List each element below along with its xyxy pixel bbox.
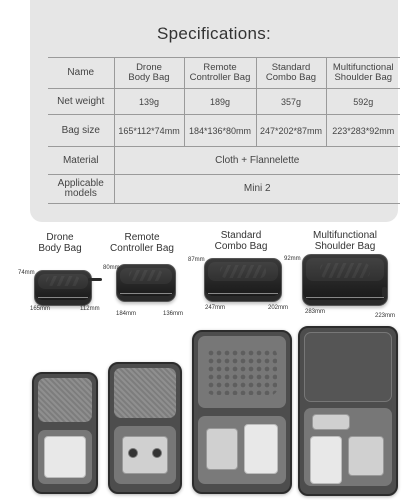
dim-height-combo: 87mm bbox=[188, 257, 205, 263]
shoulder-bag-closed bbox=[302, 254, 388, 306]
specifications-panel bbox=[30, 0, 398, 222]
weight-combo-bag: 357g bbox=[256, 89, 326, 115]
dim-width-shoulder: 223mm bbox=[375, 313, 396, 319]
spec-row-material bbox=[48, 147, 400, 175]
foam-lid bbox=[198, 336, 286, 408]
size-shoulder-bag: 223*283*92mm bbox=[326, 115, 400, 147]
weight-drone-bag: 139g bbox=[114, 89, 184, 115]
spec-row-name bbox=[48, 58, 400, 89]
col-head-remote-bag: Remote Controller Bag bbox=[184, 58, 256, 89]
row-label-models: Applicable models bbox=[48, 175, 114, 204]
spec-row-weight bbox=[48, 89, 400, 115]
dim-length-shoulder: 283mm bbox=[305, 309, 326, 315]
control-stick bbox=[152, 448, 162, 458]
dim-width-drone: 112mm bbox=[80, 306, 100, 312]
row-label-weight: Net weight bbox=[48, 89, 114, 115]
control-stick bbox=[128, 448, 138, 458]
battery-in-case bbox=[312, 414, 350, 430]
row-label-material: Material bbox=[48, 147, 114, 175]
standard-combo-bag-open bbox=[192, 330, 292, 494]
col-head-combo-bag: Standard Combo Bag bbox=[256, 58, 326, 89]
dim-width-combo: 202mm bbox=[268, 305, 289, 311]
shoulder-bag-open bbox=[298, 326, 398, 496]
dim-length-combo: 247mm bbox=[205, 305, 226, 311]
dim-height-remote: 80mm bbox=[103, 265, 120, 271]
size-combo-bag: 247*202*87mm bbox=[256, 115, 326, 147]
remote-controller-in-case bbox=[348, 436, 384, 476]
dim-length-drone: 165mm bbox=[30, 306, 51, 312]
drone-body-bag-closed bbox=[34, 270, 92, 306]
spec-row-size bbox=[48, 115, 400, 147]
size-remote-bag: 184*136*80mm bbox=[184, 115, 256, 147]
spec-table bbox=[48, 57, 400, 204]
shoulder-strap-buckle bbox=[382, 287, 387, 297]
drone-body-bag-open bbox=[32, 372, 98, 494]
size-drone-bag: 165*112*74mm bbox=[114, 115, 184, 147]
product-label-remote-bag: Remote Controller Bag bbox=[110, 232, 174, 254]
dim-width-remote: 136mm bbox=[163, 311, 184, 317]
product-label-drone-bag: Drone Body Bag bbox=[38, 232, 82, 254]
standard-combo-bag-closed bbox=[204, 258, 282, 302]
lid-lining bbox=[114, 368, 176, 418]
spec-row-models bbox=[48, 175, 400, 204]
row-label-name: Name bbox=[48, 58, 114, 89]
product-label-shoulder-bag: Multifunctional Shoulder Bag bbox=[313, 230, 377, 252]
product-label-combo-bag: Standard Combo Bag bbox=[214, 230, 268, 252]
weight-remote-bag: 189g bbox=[184, 89, 256, 115]
lid-lining bbox=[38, 378, 92, 422]
drone-in-case bbox=[244, 424, 278, 474]
remote-controller-in-case bbox=[206, 428, 238, 470]
col-head-shoulder-bag: Multifunctional Shoulder Bag bbox=[326, 58, 400, 89]
models-value: Mini 2 bbox=[114, 175, 400, 204]
remote-controller-bag-closed bbox=[116, 264, 176, 302]
spec-title: Specifications: bbox=[156, 24, 272, 43]
drone-in-case bbox=[310, 436, 342, 484]
dim-length-remote: 184mm bbox=[116, 311, 137, 317]
remote-controller-bag-open bbox=[108, 362, 182, 494]
lid-pocket bbox=[304, 332, 392, 402]
dim-height-drone: 74mm bbox=[18, 270, 35, 276]
col-head-drone-bag: Drone Body Bag bbox=[114, 58, 184, 89]
dim-height-shoulder: 92mm bbox=[284, 256, 301, 262]
drone-in-case bbox=[44, 436, 86, 478]
material-value: Cloth + Flannelette bbox=[114, 147, 400, 175]
weight-shoulder-bag: 592g bbox=[326, 89, 400, 115]
row-label-size: Bag size bbox=[48, 115, 114, 147]
bag-strap-loop bbox=[88, 278, 102, 281]
